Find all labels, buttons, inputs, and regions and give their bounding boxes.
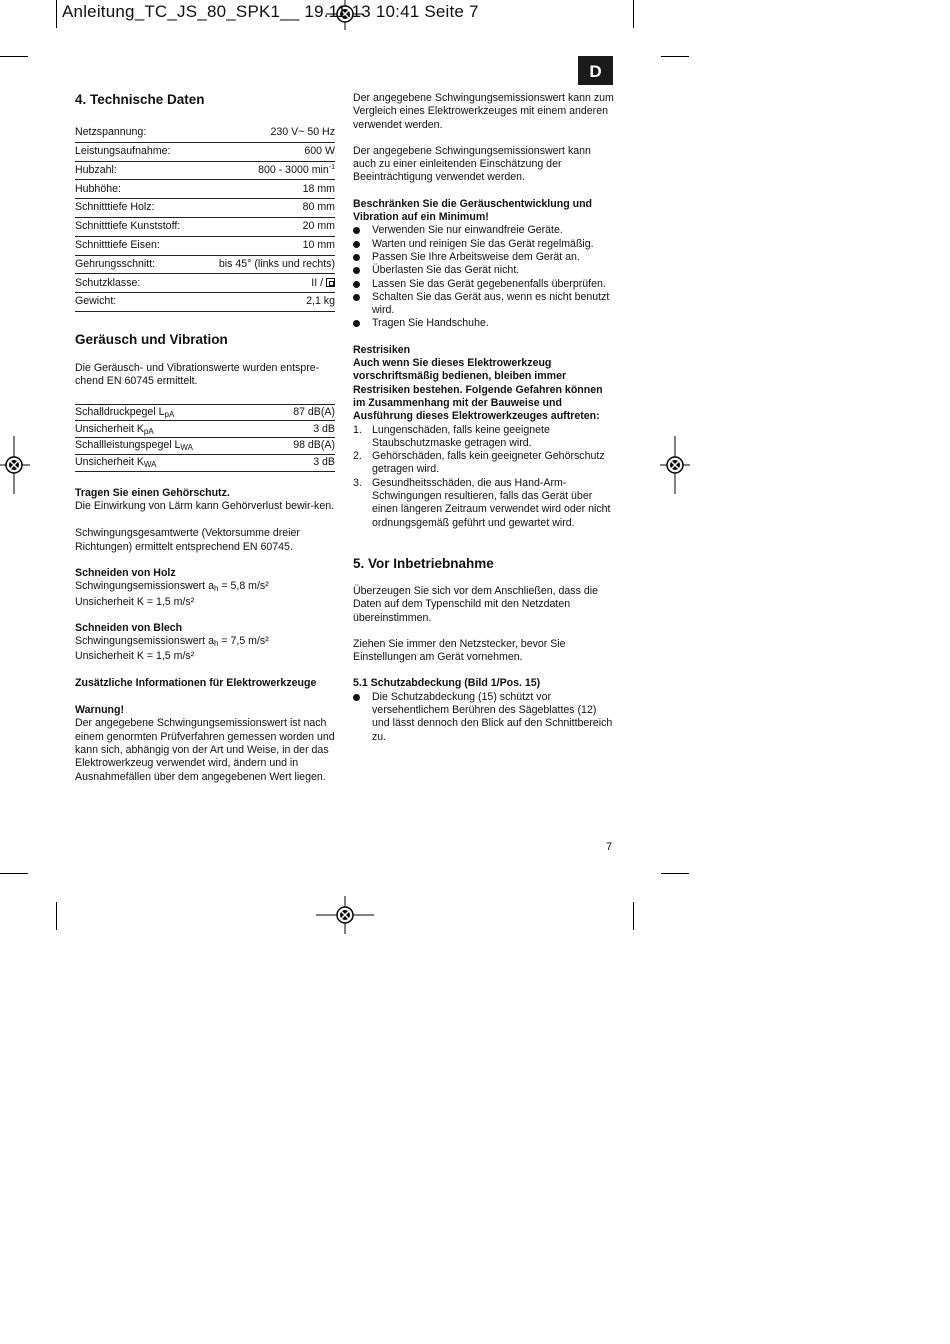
metal-vibration-value xyxy=(75,635,337,648)
wood-value-number: = 5,8 m/s² xyxy=(218,580,269,593)
noise-label: Unsicherheit K xyxy=(75,456,144,469)
metal-value-label: Schwingungsemissionswert a xyxy=(75,635,214,648)
vibration-assessment-text: Der angegebene Schwingungsemissionswert kann auch zu einer einleitenden Einschätzung der Beeinträchtigung verwendet werden. xyxy=(353,144,591,184)
list-item xyxy=(353,424,615,451)
vibration-comparison-text: Der angegebene Schwingungsemissionswert kann zum Vergleich eines Elektrowerkzeuges mit einem anderen verwendet werden. xyxy=(353,92,614,131)
list-item: Überlasten Sie das Gerät nicht. xyxy=(353,264,615,277)
limit-noise-list xyxy=(353,224,615,330)
warning-title: Warnung! xyxy=(75,704,125,717)
table-row xyxy=(75,124,335,142)
registration-mark-right-icon xyxy=(660,436,690,494)
spec-label: Netzspannung: xyxy=(75,124,199,142)
metal-cutting-title: Schneiden von Blech xyxy=(75,621,183,634)
spec-value-exponent: -1 xyxy=(328,163,335,171)
protection-class-icon xyxy=(326,278,335,287)
vibration-text: Schwingungsgesamtwerte (Vektorsumme dreier Richtungen) ermittelt entsprechend EN 60745. xyxy=(75,527,300,553)
table-row xyxy=(75,180,335,199)
crop-mark-top-right-h xyxy=(661,56,689,57)
table-row xyxy=(75,274,335,293)
spec-label: Schutzklasse: xyxy=(75,274,199,293)
list-item: Tragen Sie Handschuhe. xyxy=(353,317,615,330)
spec-value: 800 - 3000 min xyxy=(258,163,329,176)
residual-risks-title: Restrisiken xyxy=(353,343,411,356)
table-row xyxy=(75,255,335,274)
ear-protection-title: Tragen Sie einen Gehörschutz. xyxy=(75,486,230,499)
list-text: Gesundheitsschäden, die aus Hand-Arm-Schwingungen resultieren, falls das Gerät über einen längeren Zeitraum verwendet wird oder nicht ordnungsgemäß geführt und gewartet wird. xyxy=(372,476,611,529)
table-row xyxy=(75,217,335,236)
spec-value: bis 45° (links und rechts) xyxy=(199,255,335,274)
residual-risks-list xyxy=(353,424,615,530)
spec-label: Schnitttiefe Kunststoff: xyxy=(75,217,199,236)
section-5-title: 5. Vor Inbetriebnahme xyxy=(353,555,494,571)
limit-noise-title: Beschränken Sie die Geräuschentwicklung und Vibration auf ein Minimum! xyxy=(353,197,593,224)
list-item xyxy=(353,477,615,530)
spec-value: 80 mm xyxy=(199,199,335,218)
list-text: Gehörschäden, falls kein geeigneter Gehörschutz getragen wird. xyxy=(372,450,605,476)
table-row xyxy=(75,454,335,471)
table-row xyxy=(75,293,335,312)
spec-value: 600 W xyxy=(199,142,335,161)
noise-intro: Die Geräusch- und Vibrationswerte wurden entspre-chend EN 60745 ermittelt. xyxy=(75,361,320,388)
crop-mark-bottom-left-v xyxy=(56,902,57,930)
section-5-paragraph-1: Überzeugen Sie sich vor dem Anschließen, dass die Daten auf dem Typenschild mit den Netzdaten übereinstimmen. xyxy=(353,584,598,624)
list-item: Schalten Sie das Gerät aus, wenn es nicht benutzt wird. xyxy=(353,291,615,318)
noise-label-sub: pA xyxy=(164,409,175,419)
table-row xyxy=(75,404,335,421)
metal-uncertainty: Unsicherheit K = 1,5 m/s² xyxy=(75,650,195,663)
crop-mark-top-right-v xyxy=(633,0,634,28)
section-5-paragraph-2: Ziehen Sie immer den Netzstecker, bevor Sie Einstellungen am Gerät vornehmen. xyxy=(353,637,566,664)
language-tab: D xyxy=(578,56,613,85)
registration-mark-bottom-icon xyxy=(316,896,374,934)
crop-mark-top-left-h xyxy=(0,56,28,57)
crop-mark-top-left-v xyxy=(56,0,57,28)
right-column xyxy=(353,92,615,744)
wood-cutting-title: Schneiden von Holz xyxy=(75,566,176,579)
list-item: Passen Sie Ihre Arbeitsweise dem Gerät an. xyxy=(353,251,615,264)
noise-label-sub: WA xyxy=(180,443,194,453)
table-row xyxy=(75,142,335,161)
spec-table xyxy=(75,124,335,312)
noise-label: Unsicherheit K xyxy=(75,422,144,435)
noise-label-cell xyxy=(75,404,267,421)
list-number: 2. xyxy=(353,450,362,463)
noise-value: 3 dB xyxy=(267,454,335,471)
section-4-title: 4. Technische Daten xyxy=(75,92,205,107)
list-text: Lungenschäden, falls keine geeignete Staubschutzmaske getragen wird. xyxy=(372,423,550,449)
warning-text: Der angegebene Schwingungsemissionswert ist nach einem genormten Prüfverfahren gemessen worden und kann sich, abhängig von der Art und Weise, in der das Elektrowerkzeug verwendet wird, ändern und in Ausnahmefällen über dem angegebenen Wert liegen. xyxy=(75,717,335,783)
spec-label: Schnitttiefe Holz: xyxy=(75,199,199,218)
crop-mark-bottom-right-h xyxy=(661,873,689,874)
list-number: 1. xyxy=(353,423,362,436)
noise-value: 3 dB xyxy=(267,421,335,438)
additional-info-title: Zusätzliche Informationen für Elektrowerkzeuge xyxy=(75,676,317,689)
spec-label: Gehrungsschnitt: xyxy=(75,255,199,274)
list-item xyxy=(353,450,615,477)
spec-label: Leistungsaufnahme: xyxy=(75,142,199,161)
print-header: Anleitung_TC_JS_80_SPK1__ 19.11.13 10:41 Seite 7 xyxy=(62,2,479,21)
noise-label-cell xyxy=(75,421,267,438)
table-row xyxy=(75,438,335,455)
list-item: Die Schutzabdeckung (15) schützt vor versehentlichem Berühren des Sägeblattes (12) und lässt dennoch den Blick auf den Schnittbereich zu. xyxy=(353,691,615,744)
spec-label: Gewicht: xyxy=(75,293,199,312)
list-item: Lassen Sie das Gerät gegebenenfalls überprüfen. xyxy=(353,278,615,291)
metal-value-sub: h xyxy=(213,639,219,649)
noise-table xyxy=(75,404,335,472)
ear-protection-text: Die Einwirkung von Lärm kann Gehörverlust bewir-ken. xyxy=(75,500,335,513)
table-row xyxy=(75,236,335,255)
wood-vibration-value xyxy=(75,580,337,593)
spec-label: Schnitttiefe Eisen: xyxy=(75,236,199,255)
spec-value-cell xyxy=(199,274,335,293)
noise-label-cell xyxy=(75,454,267,471)
spec-value: II / xyxy=(311,276,324,289)
residual-risks-intro: Auch wenn Sie dieses Elektrowerkzeug vorschriftsmäßig bedienen, bleiben immer Restrisiken bestehen. Folgende Gefahren können im Zusammenhang mit der Bauweise und Ausführung dieses Elektrowerkzeuges auftreten: xyxy=(353,357,603,423)
crop-mark-bottom-right-v xyxy=(633,902,634,930)
list-item: Verwenden Sie nur einwandfreie Geräte. xyxy=(353,224,615,237)
metal-value-number: = 7,5 m/s² xyxy=(218,635,269,648)
noise-section-title: Geräusch und Vibration xyxy=(75,331,228,347)
table-row xyxy=(75,199,335,218)
wood-value-sub: h xyxy=(213,584,219,594)
spec-value: 2,1 kg xyxy=(199,293,335,312)
noise-label: Schallleistungspegel L xyxy=(75,439,181,452)
left-column xyxy=(75,92,337,784)
registration-mark-left-icon xyxy=(0,436,30,494)
list-number: 3. xyxy=(353,476,362,489)
page-number: 7 xyxy=(606,841,613,853)
wood-uncertainty: Unsicherheit K = 1,5 m/s² xyxy=(75,595,195,608)
noise-label-sub: pA xyxy=(143,426,154,436)
section-5-1-title: 5.1 Schutzabdeckung (Bild 1/Pos. 15) xyxy=(353,677,541,690)
spec-value: 230 V~ 50 Hz xyxy=(199,124,335,142)
spec-value: 10 mm xyxy=(199,236,335,255)
table-row xyxy=(75,421,335,438)
noise-value: 98 dB(A) xyxy=(267,438,335,455)
list-item: Warten und reinigen Sie das Gerät regelmäßig. xyxy=(353,238,615,251)
wood-value-label: Schwingungsemissionswert a xyxy=(75,580,214,593)
noise-label-cell xyxy=(75,438,267,455)
crop-mark-bottom-left-h xyxy=(0,873,28,874)
noise-label-sub: WA xyxy=(143,460,157,470)
noise-label: Schalldruckpegel L xyxy=(75,405,165,418)
table-row xyxy=(75,161,335,180)
noise-value: 87 dB(A) xyxy=(267,404,335,421)
spec-value: 20 mm xyxy=(199,217,335,236)
spec-label: Hubhöhe: xyxy=(75,180,199,199)
spec-value-cell xyxy=(199,161,335,180)
spec-label: Hubzahl: xyxy=(75,161,199,180)
spec-value: 18 mm xyxy=(199,180,335,199)
